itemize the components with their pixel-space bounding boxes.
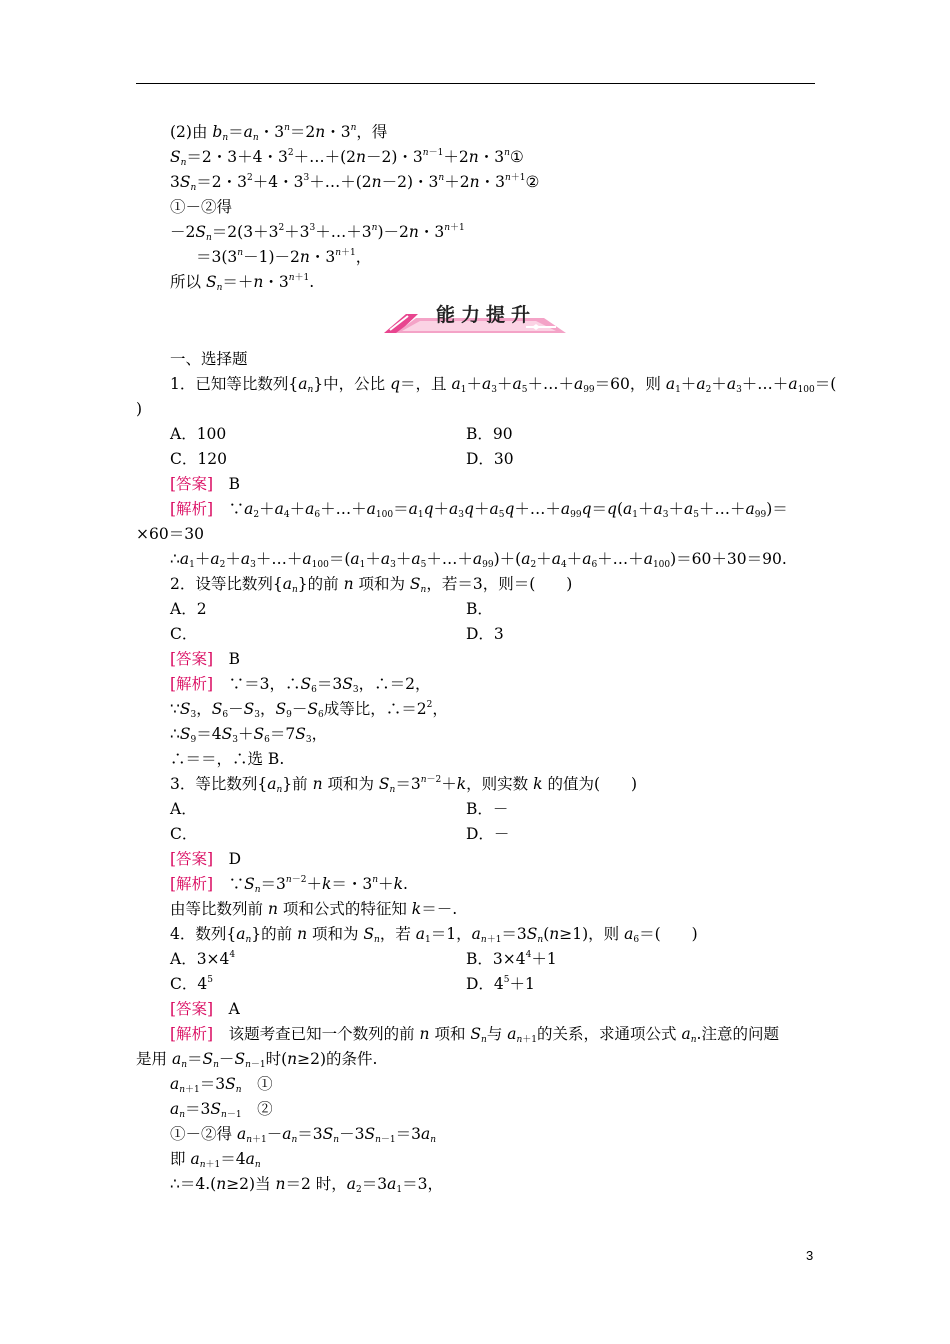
- text-line: [解析] ∵＝3，$\therefore S_6=3S_3$，∴＝2，: [170, 675, 431, 695]
- text-line: C．$4^5$: [170, 975, 213, 993]
- text-line: (2)由 $b_n=a_n$・$3^n=2n$・3$^n$，得: [170, 123, 388, 143]
- text-line: [解析] $\because S_n=3^{n-2}+k=$・$3^n+k$.: [170, 875, 408, 895]
- text-line: ①－②得: [170, 198, 233, 216]
- text-line: $\therefore a_1+a_2+a_3+\dots+a_{100}=(a_1+a_3+a_5+\dots+a_{99})+(a_2+a_4+a_6+\dots+a_{100})=60+30=90$.: [170, 550, 787, 570]
- text-line: ×60＝30: [136, 525, 204, 543]
- text-line: $3S_n=2$・$3^2+4$・$3^3+\dots+(2n-2)$・$3^n+2n$・$3^{n+1}②$: [170, 173, 540, 193]
- text-line: A．2: [170, 600, 207, 618]
- text-line: D．－: [466, 825, 510, 843]
- header-rule: [136, 83, 815, 84]
- text-line: [答案] B: [170, 475, 240, 493]
- text-line: $S_n=2$・3＋4・$3^2+\dots+(2n-2)$・$3^{n-1}+2n$・3$^n$①: [170, 148, 524, 168]
- text-line: [解析] $\because a_2+a_4+a_6+\dots+a_{100}=a_1q+a_3q+a_5q+\dots+a_{99}q=q(a_1+a_3+a_5+\dots+a_{99})=$: [170, 500, 788, 520]
- text-line: ∴＝4.(n≥2)当 n＝2 时，$a_2=3a_1=3$，: [170, 1175, 444, 1195]
- text-line: $a_{n+1}=3S_n$ ①: [170, 1075, 273, 1095]
- text-line: B．－: [466, 800, 509, 818]
- text-line: [答案] D: [170, 850, 242, 868]
- text-line: [解析] 该题考查已知一个数列的前 n 项和 $S_n$与 $a_{n+1}$的关系，求通项公式 $a_n$.注意的问题: [170, 1025, 779, 1045]
- text-line: 即 $a_{n+1}=4a_n$: [170, 1150, 261, 1170]
- text-line: 3．等比数列$\{a_n\}$前 n 项和为 $S_n=3^{n-2}+k$，则实数 k 的值为( ): [170, 775, 638, 795]
- text-line: ①－②得 $a_{n+1}-a_n=3S_n-3S_{n-1}=3a_n$: [170, 1125, 437, 1145]
- page-number: 3: [806, 1248, 814, 1263]
- text-line: D．30: [466, 450, 514, 468]
- text-line: D．3: [466, 625, 504, 643]
- text-line: $\because S_3$，$S_6-S_3$，$S_9-S_6$成等比，$\therefore=2^2$，: [170, 700, 448, 720]
- text-line: [答案] A: [170, 1000, 240, 1018]
- text-line: ): [136, 400, 143, 418]
- text-line: [答案] B: [170, 650, 240, 668]
- text-line: $-2S_n=2(3+3^2+3^3+\dots+3^n)-2n$・$3^{n+1}$: [170, 223, 465, 243]
- text-line: $\therefore S_9=4S_3+S_6=7S_3$，: [170, 725, 328, 745]
- text-line: $=3(3^n-1)-2n$・$3^{n+1}$，: [196, 248, 372, 266]
- text-line: A．$3\times 4^4$: [170, 950, 236, 968]
- text-line: 由等比数列前 n 项和公式的特征知 k＝－.: [170, 900, 458, 918]
- text-line: 所以 $S_n=+n$・$3^{n+1}$.: [170, 273, 315, 293]
- text-line: 1．已知等比数列$\{a_n\}$中，公比 q＝，且 $a_1+a_3+a_5+\dots+a_{99}=60$，则 $a_1+a_2+a_3+\dots+a_{100}=$(: [170, 375, 837, 395]
- text-line: B．90: [466, 425, 513, 443]
- text-line: C．: [170, 825, 198, 843]
- text-line: B．$3\times 4^4+1$: [466, 950, 557, 968]
- text-line: 是用 $a_n=S_n-S_{n-1}$时(n≥2)的条件.: [136, 1050, 378, 1070]
- text-line: C．120: [170, 450, 227, 468]
- banner-title: 能力提升: [435, 304, 536, 326]
- text-line: ∴＝＝，∴选 B.: [170, 750, 285, 768]
- text-line: 2．设等比数列$\{a_n\}$的前 n 项和为 $S_n$，若＝3，则＝( ): [170, 575, 573, 595]
- text-line: C．: [170, 625, 198, 643]
- text-line: $a_n=3S_{n-1}$ ②: [170, 1100, 273, 1120]
- text-line: 一、选择题: [170, 350, 248, 368]
- text-line: D．$4^5+1$: [466, 975, 535, 993]
- section-banner: [376, 300, 572, 340]
- text-line: B．: [466, 600, 493, 618]
- text-line: A．: [170, 800, 197, 818]
- text-line: A．100: [170, 425, 227, 443]
- text-line: 4．数列$\{a_n\}$的前 n 项和为 $S_n$，若 $a_1=1$，$a_{n+1}=3S_n(n\ge 1)$，则 $a_6=$( ): [170, 925, 698, 945]
